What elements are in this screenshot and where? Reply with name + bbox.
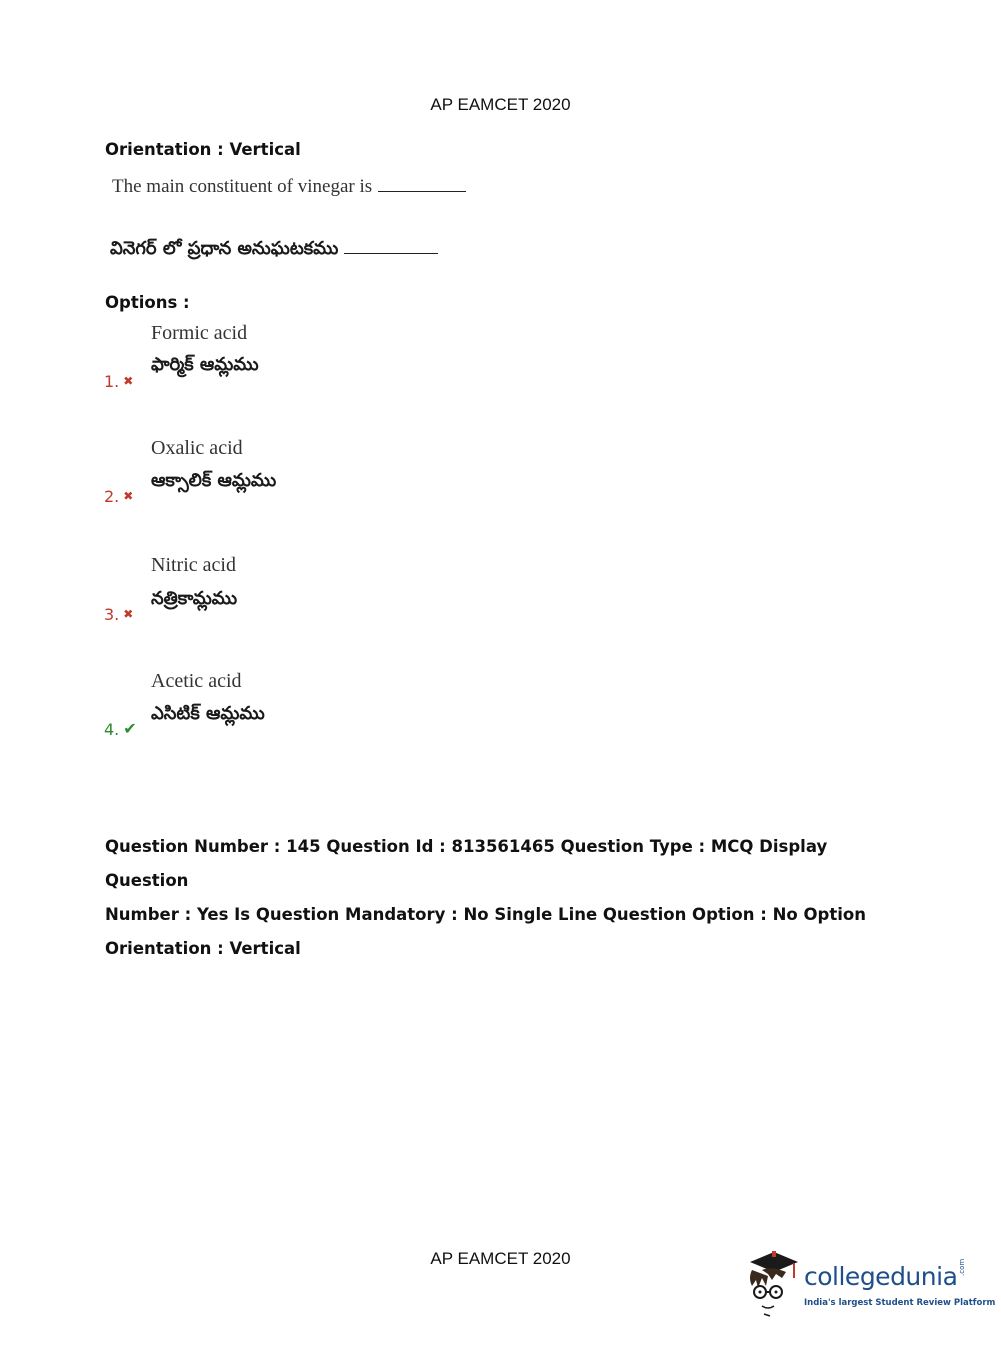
question-meta-line-2: Number : Yes Is Question Mandatory : No Single Line Question Option : No Option bbox=[105, 905, 866, 924]
question-telugu-text: వినెగర్ లో ప్రధాన అనుఘటకము bbox=[110, 238, 339, 259]
option-1-english: Formic acid bbox=[151, 322, 248, 344]
question-meta-line-3: Orientation : Vertical bbox=[105, 939, 301, 958]
option-4-english: Acetic acid bbox=[151, 670, 242, 692]
answer-blank-telugu bbox=[344, 239, 438, 254]
option-3-number-text: 3. bbox=[104, 605, 120, 624]
option-1-number-text: 1. bbox=[104, 372, 120, 391]
question-english-text: The main constituent of vinegar is bbox=[112, 176, 373, 197]
option-3-english: Nitric acid bbox=[151, 554, 236, 576]
option-2-telugu: ఆక్సాలిక్ ఆమ్లము bbox=[151, 470, 277, 491]
option-4-number bbox=[104, 720, 137, 739]
cross-icon: ✖ bbox=[123, 607, 134, 621]
question-english bbox=[112, 176, 466, 198]
question-telugu bbox=[110, 238, 438, 263]
orientation-label: Orientation : Vertical bbox=[105, 140, 301, 159]
page-header-title: AP EAMCET 2020 bbox=[430, 95, 571, 114]
question-meta bbox=[105, 830, 885, 966]
option-2-english: Oxalic acid bbox=[151, 437, 243, 459]
option-2-number-text: 2. bbox=[104, 487, 120, 506]
option-4-telugu: ఎసిటిక్ ఆమ్లము bbox=[151, 703, 265, 724]
option-1-number bbox=[104, 372, 133, 391]
options-label: Options : bbox=[105, 293, 190, 312]
page-footer-title: AP EAMCET 2020 bbox=[430, 1249, 571, 1268]
option-1-telugu: ఫార్మిక్ ఆమ్లము bbox=[151, 354, 259, 375]
option-3-telugu: నత్రికామ్లము bbox=[151, 588, 238, 609]
check-icon: ✔ bbox=[123, 719, 137, 738]
logo-suffix: .com bbox=[958, 1258, 966, 1276]
cross-icon: ✖ bbox=[123, 374, 134, 388]
mascot-logo-icon bbox=[742, 1248, 804, 1320]
question-meta-line-1: Question Number : 145 Question Id : 813561465 Question Type : MCQ Display Question bbox=[105, 837, 828, 890]
answer-blank bbox=[378, 177, 466, 192]
option-4-number-text: 4. bbox=[104, 720, 120, 739]
option-3-number bbox=[104, 605, 133, 624]
cross-icon: ✖ bbox=[123, 489, 134, 503]
logo-wordmark: collegedunia bbox=[804, 1262, 958, 1291]
logo-tagline: India's largest Student Review Platform bbox=[804, 1298, 996, 1308]
option-2-number bbox=[104, 487, 133, 506]
